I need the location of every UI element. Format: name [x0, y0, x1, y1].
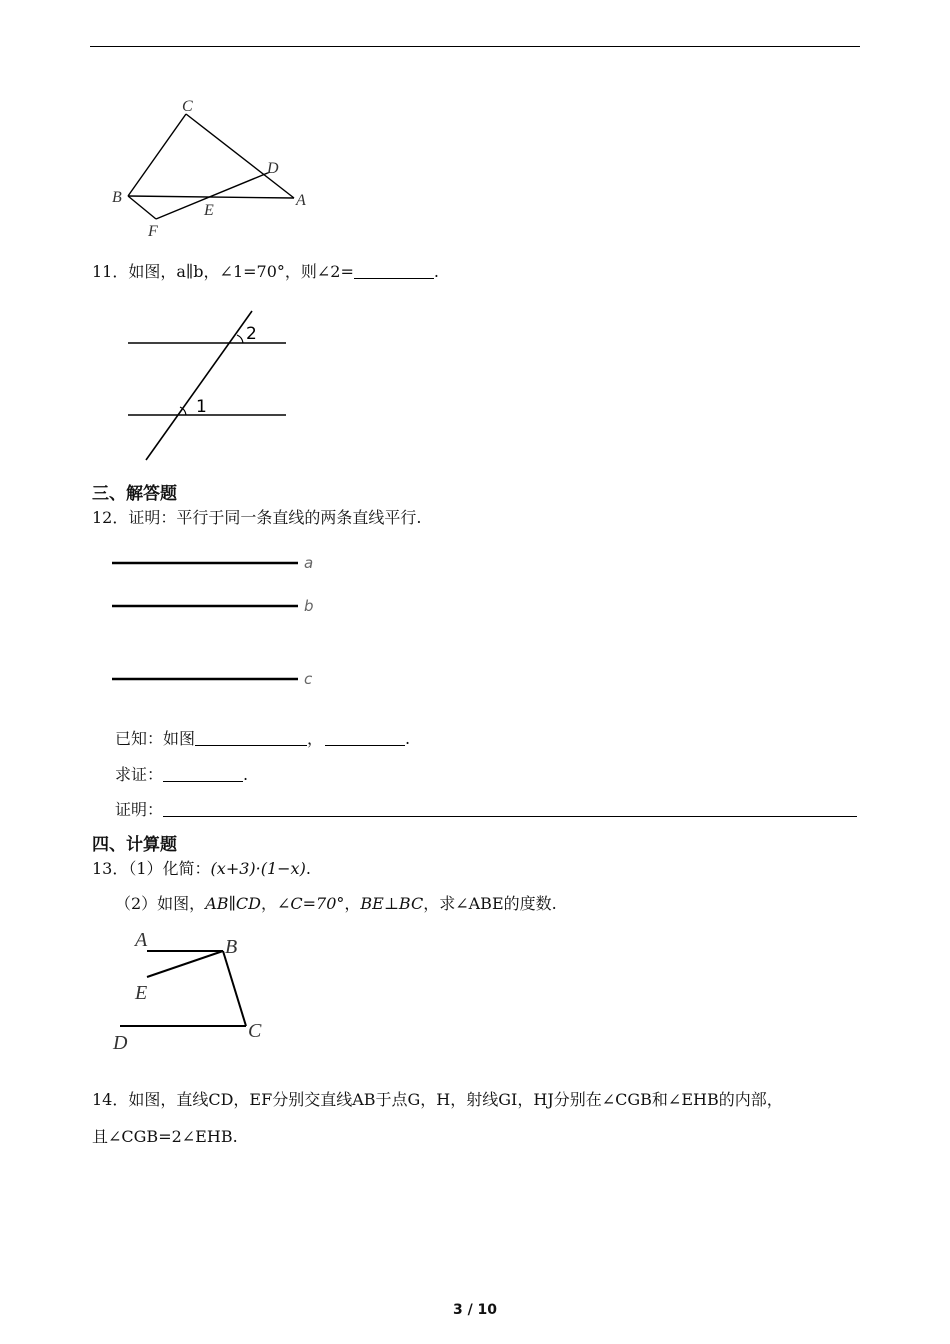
prove-blank[interactable] [163, 765, 243, 782]
q14-line-1: 14．如图，直线CD，EF分别交直线AB于点G，H，射线GI，HJ分别在∠CGB和∠EHB的内部， [92, 1090, 783, 1109]
q13-part2-prefix: （2）如图， [115, 894, 206, 913]
triangle-figure [100, 92, 320, 242]
q12-given [115, 729, 410, 749]
label-e: E [204, 202, 214, 219]
angle-1-label: 1 [196, 397, 207, 417]
q11-prefix: 11．如图，a∥b，∠1=70°，则∠2= [92, 262, 354, 281]
label-b: B [112, 189, 122, 206]
segment-bf [128, 196, 156, 219]
label-a: a [304, 554, 314, 572]
label-d: D [113, 1032, 128, 1054]
q11-suffix: . [433, 262, 439, 281]
prove-label: 求证： [115, 765, 164, 784]
q13-sep-3: ， [423, 894, 440, 913]
parallel-lines-figure [120, 305, 300, 470]
q13-condition-angle: ∠C=70° [276, 894, 345, 913]
q11-answer-blank[interactable] [354, 262, 434, 279]
q13-part1-suffix: . [305, 859, 311, 878]
given-blank-1[interactable] [195, 729, 307, 746]
angle-2-arc [237, 335, 243, 343]
label-c: C [248, 1020, 262, 1042]
segment-bc [128, 114, 186, 196]
label-d: D [267, 160, 279, 177]
q12-prove [115, 765, 248, 785]
section-3-heading: 三、解答题 [92, 484, 177, 504]
label-e: E [135, 982, 148, 1004]
angle-2-label: 2 [246, 324, 257, 344]
q14-line-2: 且∠CGB=2∠EHB. [92, 1127, 238, 1146]
q13-part1-expression: (x+3)·(1−x) [210, 859, 306, 878]
proof-blank[interactable] [163, 800, 857, 817]
q12-prompt: 12．证明：平行于同一条直线的两条直线平行. [92, 508, 422, 527]
segment-bc [223, 951, 246, 1026]
segment-be [147, 951, 223, 977]
q13-condition-parallel: AB∥CD [205, 894, 261, 913]
q13-sep-2: ， [344, 894, 361, 913]
label-c: C [182, 98, 193, 115]
q13-part2 [115, 894, 557, 914]
three-lines-figure [108, 552, 328, 692]
q13-condition-perpendicular: BE⊥BC [360, 894, 424, 913]
label-f: F [148, 223, 158, 240]
prove-period: . [243, 765, 249, 784]
q13-question: 求∠ABE的度数. [439, 894, 557, 913]
label-b: B [225, 936, 238, 958]
q12-proof [115, 800, 857, 820]
label-b: b [304, 597, 314, 615]
segment-ca [186, 114, 294, 198]
label-a: A [135, 929, 148, 951]
label-c: c [304, 670, 313, 688]
q11-text [92, 262, 439, 282]
transversal [146, 311, 252, 460]
q13-sep-1: ， [260, 894, 277, 913]
given-label: 已知：如图 [115, 729, 196, 748]
proof-label: 证明： [115, 800, 164, 819]
given-period: . [405, 729, 411, 748]
q13-part1 [92, 859, 311, 879]
quadrilateral-figure [105, 925, 285, 1060]
label-a: A [296, 192, 306, 209]
section-4-heading: 四、计算题 [92, 835, 177, 855]
header-rule [90, 46, 860, 47]
given-comma: ， [307, 729, 324, 748]
given-blank-2[interactable] [325, 729, 405, 746]
page-number: 3 / 10 [452, 1302, 498, 1318]
q13-part1-prefix: 13．（1）化简： [92, 859, 211, 878]
